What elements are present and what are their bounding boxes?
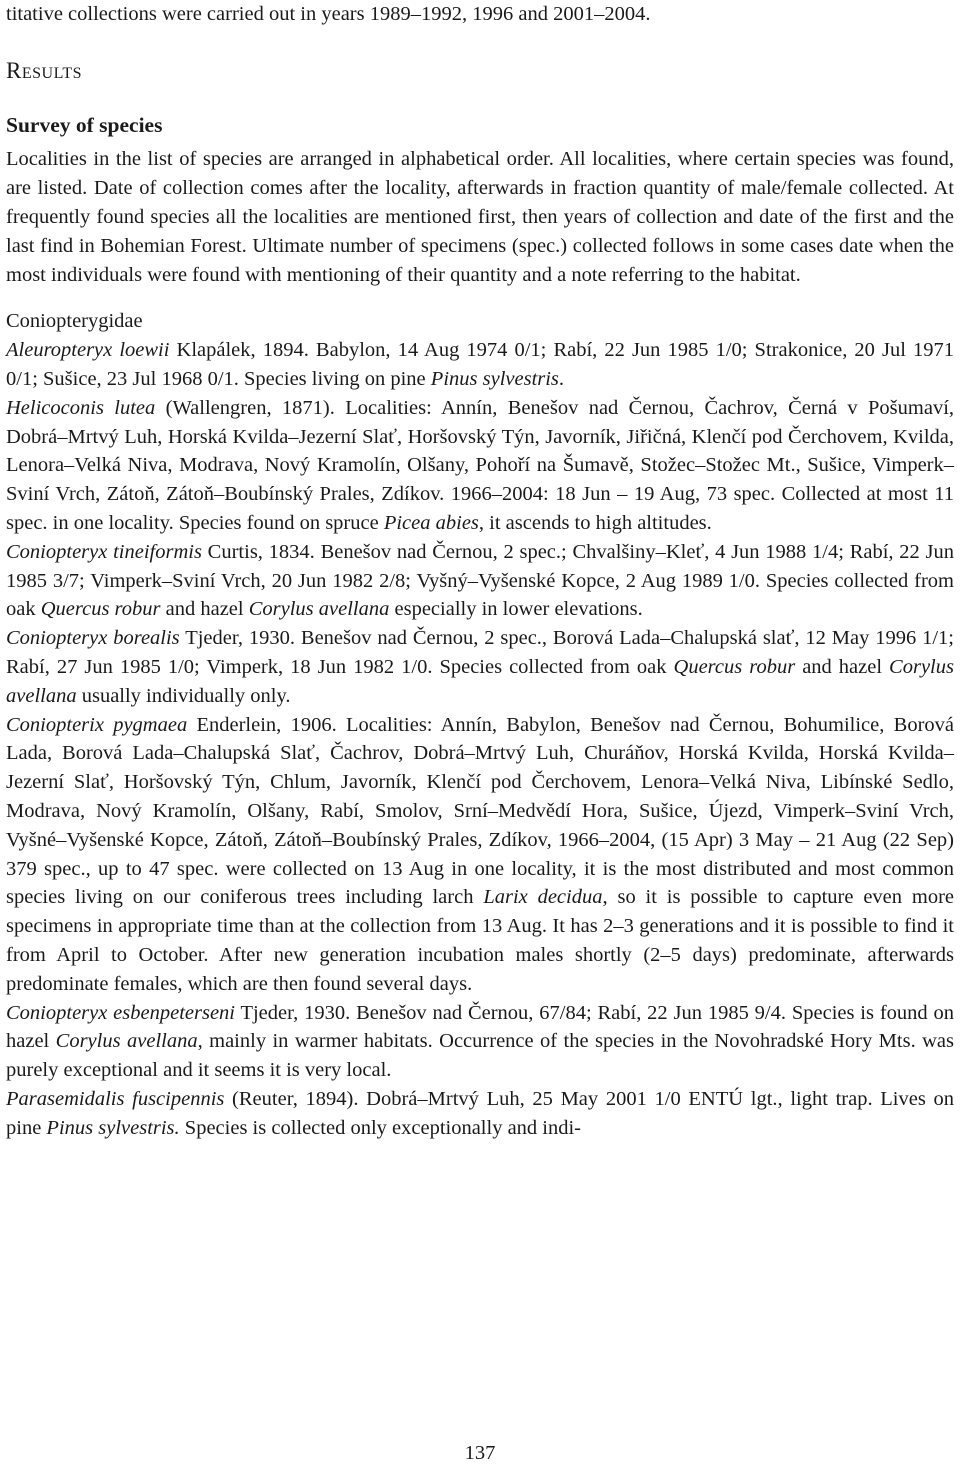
- species-author: Tjeder, 1930.: [179, 627, 301, 650]
- intro-line: titative collections were carried out in years 1989–1992, 1996 and 2001–2004.: [6, 3, 651, 25]
- species-host: Corylus avellana: [6, 655, 954, 707]
- species-entry: [6, 336, 954, 394]
- species-text: and hazel: [795, 655, 890, 678]
- species-author: Tjeder, 1930.: [235, 1001, 357, 1024]
- species-entry: [6, 538, 954, 624]
- species-name: Helicoconis lutea: [6, 396, 156, 419]
- subheading: Survey of species: [6, 112, 163, 137]
- species-text: usually individually only.: [76, 684, 291, 707]
- family-name: Coniopterygidae: [6, 310, 143, 333]
- species-name: Coniopteryx tineiformis: [6, 540, 202, 563]
- species-text: especially in lower elevations.: [389, 598, 643, 621]
- species-host: Picea abies: [383, 511, 479, 534]
- species-text: , it ascends to high altitudes.: [478, 511, 712, 534]
- species-host: Corylus avellana: [248, 598, 390, 621]
- species-host: Corylus avellana: [55, 1030, 198, 1053]
- species-text: Localities: Annín, Benešov nad Černou, Čachrov, Černá v Pošumaví, Dobrá–Mrtvý Luh, Horská Kvilda–Jezerní Slať, Horšovský Týn, Javorník, Jiřičná, Klenčí pod Čerchovem, Kvilda, Lenora–Velká Niva, Modrava, Nový Kramolín, Olšany, Pohoří na Šumavě, Stožec–Stožec Mt., Sušice, Vimperk–Sviní Vrch, Zátoň, Zátoň–Boubínský Prales, Zdíkov. 1966–2004: 18 Jun – 19 Aug, 73 spec. Collected at most 11 spec. in one locality. Species found on spruce: [6, 396, 955, 534]
- page-number: 137: [464, 1442, 496, 1464]
- species-name: Aleuropteryx loewii: [6, 339, 170, 362]
- species-name: Coniopteryx esbenpeterseni: [6, 1001, 235, 1024]
- species-text: , mainly in warmer habitats. Occurrence of the species in the Novohradské Hory Mts. was purely exceptional and it seems it is very local.: [6, 1030, 954, 1082]
- species-name: Coniopterix pygmaea: [6, 713, 188, 736]
- species-entry: [6, 711, 954, 999]
- species-entry: [6, 999, 954, 1085]
- method-paragraph: Localities in the list of species are arranged in alphabetical order. All localities, where certain species was found, are listed. Date of collection comes after the locality, afterwards in fraction quantity of male/female collected. At frequently found species all the localities are mentioned first, then years of collection and date of the first and the last find in Bohemian Forest. Ultimate number of specimens (spec.) collected follows in some cases date when the most individuals were found with mentioning of their quantity and a note referring to the habitat.: [6, 148, 954, 286]
- species-author: Enderlein, 1906.: [187, 713, 346, 736]
- page-body: [6, 0, 954, 1142]
- species-text: and hazel: [160, 598, 249, 621]
- species-text: Benešov nad Černou, 2 spec.; Chvalšiny–Kleť, 4 Jun 1988 1/4; Rabí, 22 Jun 1985 3/7; Vimperk–Sviní Vrch, 20 Jun 1982 2/8; Vyšný–Vyšenské Kopce, 2 Aug 1989 1/0. Species collected from oak: [6, 540, 955, 621]
- species-text: .: [558, 367, 565, 390]
- species-text: Dobrá–Mrtvý Luh, 25 May 2001 1/0 ENTÚ lgt., light trap. Lives on pine: [6, 1087, 954, 1139]
- species-author: (Wallengren, 1871).: [155, 396, 346, 419]
- species-entry: [6, 394, 954, 538]
- species-text: Localities: Annín, Babylon, Benešov nad Černou, Bohumilice, Borová Lada, Borová Lada–Chalupská Slať, Čachrov, Dobrá–Mrtvý Luh, Churáňov, Horská Kvilda, Horská Kvilda–Jezerní Slať, Horšovský Týn, Chlum, Javorník, Klenčí pod Čerchovem, Lenora–Velká Niva, Libínské Sedlo, Modrava, Nový Kramolín, Olšany, Rabí, Smolov, Srní–Medvědí Hora, Sušice, Újezd, Vimperk–Sviní Vrch, Vyšné–Vyšenské Kopce, Zátoň, Zátoň–Boubínský Prales, Zdíkov, 1966–2004, (15 Apr) 3 May – 21 Aug (22 Sep) 379 spec., up to 47 spec. were collected on 13 Aug in one locality, it is the most distributed and most common species living on our coniferous trees including larch: [6, 713, 954, 909]
- species-name: Parasemidalis fuscipennis: [6, 1087, 225, 1110]
- species-text: Benešov nad Černou, 67/84; Rabí, 22 Jun 1985 9/4. Species is found on hazel: [6, 1001, 954, 1053]
- species-host: Pinus sylvestris.: [46, 1116, 180, 1139]
- species-text: Benešov nad Černou, 2 spec., Borová Lada–Chalupská slať, 12 May 1996 1/1; Rabí, 27 Jun 1985 1/0; Vimperk, 18 Jun 1982 1/0. Species collected from oak: [6, 627, 954, 678]
- species-author: Curtis, 1834.: [201, 540, 321, 563]
- species-host: Larix decidua: [483, 886, 603, 909]
- species-entry: [6, 624, 954, 710]
- species-host: Pinus sylvestris: [430, 367, 559, 390]
- species-list: [6, 336, 954, 1142]
- species-text: Species is collected only exceptionally and indi-: [179, 1116, 582, 1139]
- species-text: Babylon, 14 Aug 1974 0/1; Rabí, 22 Jun 1985 1/0; Strakonice, 20 Jul 1971 0/1; Sušice, 23 Jul 1968 0/1. Species living on pine: [6, 339, 954, 390]
- species-entry: [6, 1085, 954, 1143]
- species-author: (Reuter, 1894).: [224, 1087, 367, 1110]
- section-heading: Results: [6, 57, 83, 83]
- species-text: , so it is possible to capture even more specimens in appropriate time than at the collection from 13 Aug. It has 2–3 generations and it is possible to find it from April to October. After new generation incubation males shortly (2–5 days) predominate, afterwards predominate females, which are then found several days.: [6, 886, 954, 995]
- species-host: Quercus robur: [40, 598, 161, 621]
- species-author: Klapálek, 1894.: [169, 339, 316, 362]
- species-name: Coniopteryx borealis: [6, 627, 180, 650]
- species-host: Quercus robur: [673, 655, 796, 678]
